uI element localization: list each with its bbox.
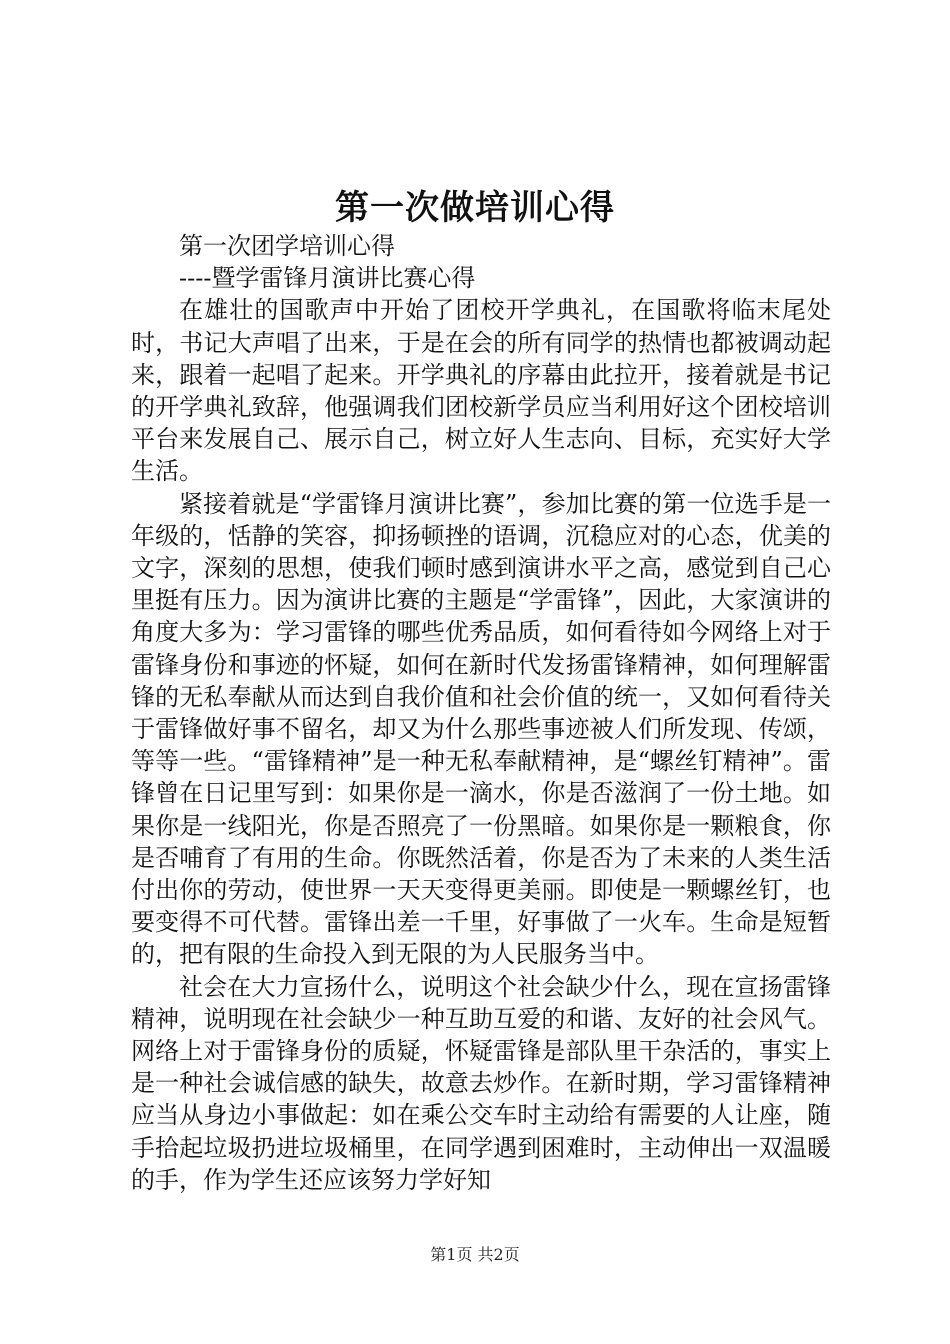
- page-footer: 第1页 共2页: [430, 1245, 520, 1264]
- document-subtitle-secondary: ----暨学雷锋月演讲比赛心得: [179, 264, 476, 293]
- document-body: [131, 230, 831, 1196]
- paragraph-3: 社会在大力宣扬什么，说明这个社会缺少什么，现在宣扬雷锋精神，说明现在社会缺少一种互助互爱的和谐、友好的社会风气。网络上对于雷锋身份的质疑，怀疑雷锋是部队里干杂活的，事实上是一种社会诚信感的缺失，故意去炒作。在新时期，学习雷锋精神应当从身边小事做起：如在乘公交车时主动给有需要的人让座，随手拾起垃圾扔进垃圾桶里，在同学遇到困难时，主动伸出一双温暖的手，作为学生还应该努力学好知: [131, 972, 831, 1194]
- document-title: 第一次做培训心得: [335, 188, 615, 228]
- document-subtitle: 第一次团学培训心得: [179, 232, 395, 260]
- paragraph-2: 紧接着就是“学雷锋月演讲比赛”，参加比赛的第一位选手是一年级的，恬静的笑容，抑扬顿挫的语调，沉稳应对的心态，优美的文字，深刻的思想，使我们顿时感到演讲水平之高，感觉到自己心里挺有压力。因为演讲比赛的主题是“学雷锋”，因此，大家演讲的角度大多为：学习雷锋的哪些优秀品质，如何看待如今网络上对于雷锋身份和事迹的怀疑，如何在新时代发扬雷锋精神，如何理解雷锋的无私奉献从而达到自我价值和社会价值的统一，又如何看待关于雷锋做好事不留名，却又为什么那些事迹被人们所发现、传颂，等等一些。“雷锋精神”是一种无私奉献精神，是“螺丝钉精神”。雷锋曾在日记里写到：如果你是一滴水，你是否滋润了一份土地。如果你是一线阳光，你是否照亮了一份黑暗。如果你是一颗粮食，你是否哺育了有用的生命。你既然活着，你是否为了未来的人类生活付出你的劳动，使世界一天天变得更美丽。即使是一颗螺丝钉，也要变得不可代替。雷锋出差一千里，好事做了一火车。生命是短暂的，把有限的生命投入到无限的为人民服务当中。: [131, 489, 831, 969]
- paragraph-1: 在雄壮的国歌声中开始了团校开学典礼，在国歌将临末尾处时，书记大声唱了出来，于是在会的所有同学的热情也都被调动起来，跟着一起唱了起来。开学典礼的序幕由此拉开，接着就是书记的开学典礼致辞，他强调我们团校新学员应当利用好这个团校培训平台来发展自己、展示自己，树立好人生志向、目标，充实好大学生活。: [131, 296, 831, 486]
